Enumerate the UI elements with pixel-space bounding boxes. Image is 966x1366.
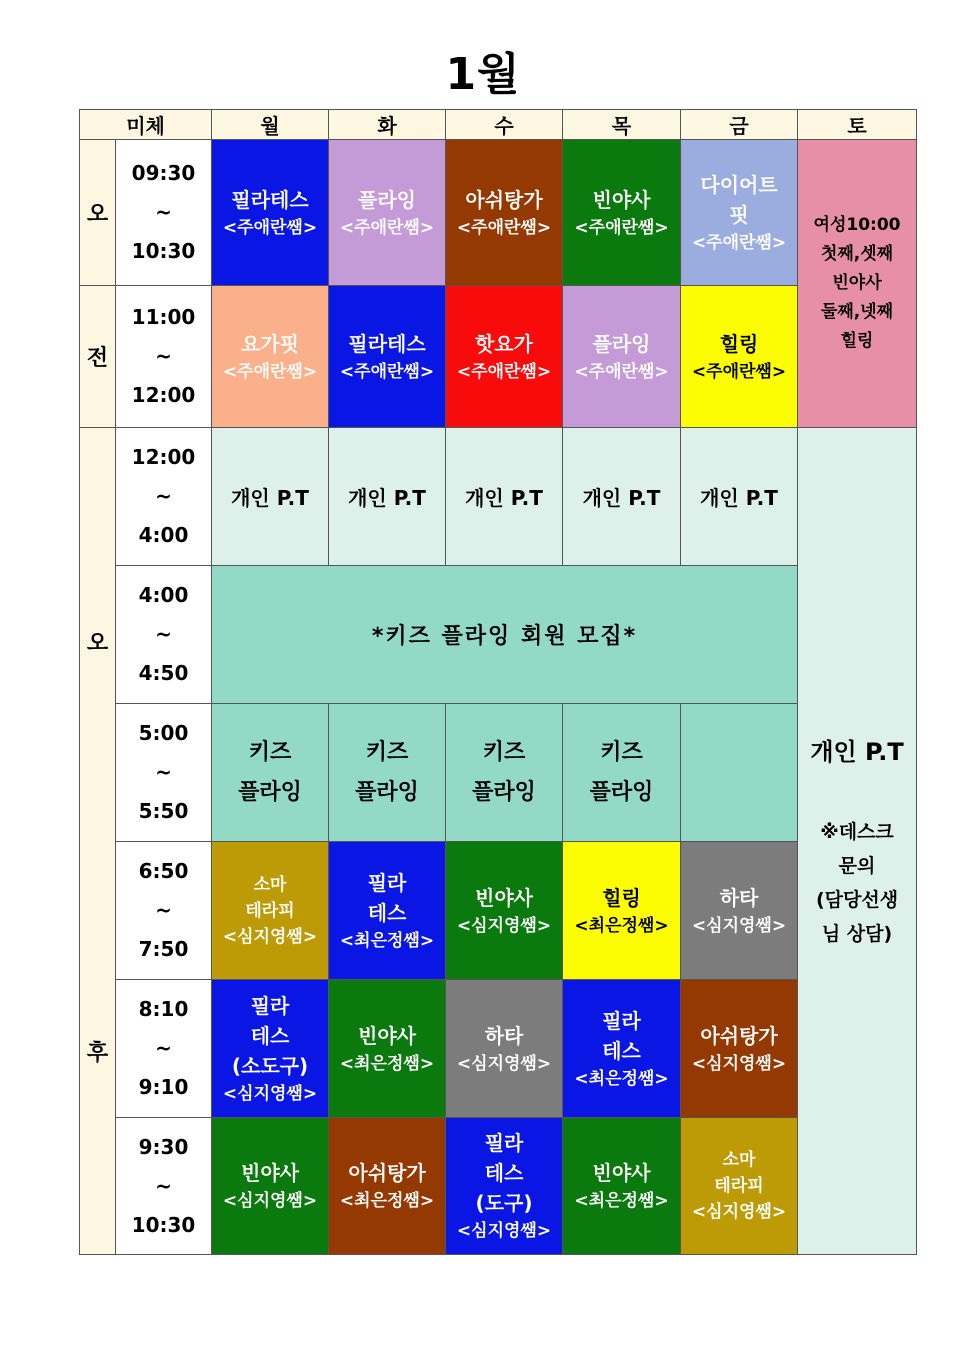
class-cell[interactable] <box>446 1118 563 1255</box>
time-end: 5:50 <box>138 799 189 823</box>
class-name: 핫요가 <box>475 331 533 356</box>
class-name: 하타 <box>484 1023 524 1048</box>
time-start: 6:50 <box>138 859 189 883</box>
class-name: 테스 <box>367 900 407 925</box>
time-sep: ~ <box>155 622 172 646</box>
personal-pt-cell[interactable]: 개인 P.T <box>329 428 446 566</box>
class-teacher: <심지영쌤> <box>222 1191 318 1211</box>
class-name: 핏 <box>729 202 749 227</box>
class-name: 힐링 <box>719 331 759 356</box>
class-teacher: <심지영쌤> <box>222 926 318 947</box>
saturday-pt-title: 개인 P.T <box>810 737 904 766</box>
time-sep: ~ <box>155 760 172 784</box>
saturday-note-line: ※데스크 <box>820 820 894 843</box>
class-teacher: <주애란쌤> <box>339 217 435 238</box>
saturday-note-line: 문의 <box>838 854 876 877</box>
class-cell[interactable] <box>329 286 446 428</box>
class-name: 필라 <box>484 1131 524 1155</box>
class-name: 테라피 <box>714 1176 764 1196</box>
saturday-note-line: 님 상담) <box>821 922 893 945</box>
class-teacher: <주애란쌤> <box>456 217 552 238</box>
time-end: 7:50 <box>138 937 189 961</box>
row-1100 <box>80 286 917 428</box>
time-start: 4:00 <box>138 583 189 607</box>
row-0810 <box>80 980 917 1118</box>
class-name: 아쉬탕가 <box>348 1161 426 1185</box>
class-name: 빈야사 <box>592 1161 651 1185</box>
saturday-morning-line: 힐링 <box>840 331 874 351</box>
header-day-wed: 수 <box>446 110 563 140</box>
time-sep: ~ <box>155 344 172 368</box>
time-sep: ~ <box>155 484 172 508</box>
saturday-note-line: (담당선생 <box>815 888 899 911</box>
class-cell[interactable] <box>446 140 563 286</box>
time-start: 9:30 <box>138 1134 189 1159</box>
header-day-sat: 토 <box>798 110 917 140</box>
class-name: 플라잉 <box>238 779 302 805</box>
class-cell[interactable] <box>212 286 329 428</box>
class-name: 키즈 <box>600 739 643 765</box>
class-name: 플라잉 <box>358 187 416 212</box>
period-am-2: 전 <box>80 286 116 428</box>
time-end: 10:30 <box>131 1212 196 1237</box>
header-day-fri: 금 <box>681 110 798 140</box>
saturday-morning-line: 빈야사 <box>832 273 882 293</box>
class-name: 키즈 <box>482 739 526 765</box>
class-cell[interactable] <box>329 1118 446 1255</box>
class-teacher: <주애란쌤> <box>574 361 669 382</box>
class-teacher: <주애란쌤> <box>574 217 669 238</box>
period-pm-2: 후 <box>86 1040 109 1066</box>
class-cell[interactable] <box>212 842 329 980</box>
class-name: 빈야사 <box>358 1023 416 1048</box>
class-teacher: <최은정쌤> <box>339 1191 435 1211</box>
class-name: 테스 <box>602 1038 641 1063</box>
class-name: 플라잉 <box>589 779 654 805</box>
class-cell[interactable] <box>329 842 446 980</box>
personal-pt-cell[interactable]: 개인 P.T <box>446 428 563 566</box>
kids-flying-banner[interactable]: *키즈 플라잉 회원 모집* <box>212 566 798 704</box>
saturday-morning-cell[interactable] <box>798 140 917 428</box>
class-name: 필라테스 <box>348 331 426 356</box>
time-start: 5:00 <box>138 721 189 745</box>
period-pm <box>80 428 116 1255</box>
row-0650 <box>80 842 917 980</box>
class-cell[interactable] <box>681 140 798 286</box>
class-cell[interactable] <box>563 140 681 286</box>
class-name: (소도구) <box>231 1053 309 1078</box>
class-name: 힐링 <box>602 885 641 910</box>
time-sep: ~ <box>155 200 172 224</box>
class-name: 필라 <box>602 1008 641 1033</box>
class-cell[interactable] <box>681 1118 798 1255</box>
class-name: 빈야사 <box>241 1161 299 1185</box>
class-name: 플라잉 <box>592 331 651 356</box>
class-teacher: <심지영쌤> <box>456 915 552 936</box>
class-teacher: <최은정쌤> <box>574 915 669 936</box>
row-1200 <box>80 428 917 566</box>
class-teacher: <주애란쌤> <box>691 232 787 253</box>
time-sep: ~ <box>155 1036 172 1060</box>
class-cell[interactable] <box>563 980 681 1118</box>
time-start: 11:00 <box>131 305 196 329</box>
saturday-afternoon-cell[interactable] <box>798 428 917 1255</box>
row-0400 <box>80 566 917 704</box>
saturday-morning-line: 첫째,셋째 <box>820 244 894 264</box>
header-row <box>80 110 917 140</box>
class-teacher: <주애란쌤> <box>691 361 787 382</box>
class-name: 아쉬탕가 <box>700 1023 778 1048</box>
class-name: 소마 <box>253 874 287 895</box>
class-cell[interactable] <box>681 842 798 980</box>
kids-flying-cell[interactable] <box>212 704 329 842</box>
time-start: 09:30 <box>131 161 196 185</box>
time-slot-8 <box>116 1118 212 1255</box>
class-cell[interactable] <box>446 286 563 428</box>
class-cell[interactable] <box>681 286 798 428</box>
time-start: 8:10 <box>138 997 189 1021</box>
class-cell[interactable] <box>212 980 329 1118</box>
class-name: 아쉬탕가 <box>465 187 543 212</box>
class-name: 다이어트 <box>700 172 778 197</box>
class-teacher: <심지영쌤> <box>691 1202 787 1222</box>
time-end: 4:00 <box>138 523 189 547</box>
kids-flying-cell[interactable] <box>563 704 681 842</box>
class-cell[interactable] <box>563 1118 681 1255</box>
class-name: 테라피 <box>245 900 295 921</box>
row-0500 <box>80 704 917 842</box>
class-cell[interactable] <box>446 842 563 980</box>
period-pm-1: 오 <box>86 630 109 656</box>
class-teacher: <심지영쌤> <box>691 1053 787 1074</box>
class-name: 키즈 <box>248 739 292 765</box>
class-cell[interactable] <box>563 842 681 980</box>
class-teacher: <주애란쌤> <box>456 361 552 382</box>
class-teacher: <심지영쌤> <box>222 1083 318 1104</box>
class-teacher: <심지영쌤> <box>456 1221 552 1241</box>
time-slot-4 <box>116 566 212 704</box>
kids-flying-cell[interactable] <box>446 704 563 842</box>
class-name: 키즈 <box>365 739 409 765</box>
personal-pt-cell[interactable]: 개인 P.T <box>212 428 329 566</box>
time-slot-3 <box>116 428 212 566</box>
personal-pt-cell[interactable]: 개인 P.T <box>563 428 681 566</box>
class-name: 필라 <box>367 870 407 895</box>
header-corner: 미체 <box>80 110 212 140</box>
class-name: 하타 <box>719 885 759 910</box>
time-end: 10:30 <box>131 239 196 263</box>
class-teacher: <최은정쌤> <box>574 1191 669 1211</box>
time-sep: ~ <box>155 898 172 922</box>
schedule-table <box>79 109 917 1255</box>
class-name: 테스 <box>250 1023 290 1048</box>
class-teacher: <주애란쌤> <box>339 361 435 382</box>
class-teacher: <주애란쌤> <box>222 217 318 238</box>
class-name: 필라테스 <box>231 187 309 212</box>
class-name: 빈야사 <box>592 187 651 212</box>
page-title: 1월 <box>445 49 521 100</box>
time-slot-5 <box>116 704 212 842</box>
class-name: 플라잉 <box>355 779 419 805</box>
class-teacher: <최은정쌤> <box>574 1068 669 1089</box>
time-slot-6 <box>116 842 212 980</box>
class-name: 플라잉 <box>472 779 536 805</box>
class-name: 소마 <box>722 1150 756 1170</box>
class-teacher: <심지영쌤> <box>456 1053 552 1074</box>
time-slot-2 <box>116 286 212 428</box>
header-day-mon: 월 <box>212 110 329 140</box>
time-start: 12:00 <box>131 445 196 469</box>
class-cell[interactable] <box>681 980 798 1118</box>
class-name: 요가핏 <box>241 331 299 356</box>
time-sep: ~ <box>155 1173 172 1198</box>
saturday-morning-line: 둘째,넷째 <box>820 302 894 322</box>
class-teacher: <심지영쌤> <box>691 915 787 936</box>
class-cell[interactable] <box>446 980 563 1118</box>
class-name: 빈야사 <box>475 885 533 910</box>
time-slot-1 <box>116 140 212 286</box>
class-cell[interactable] <box>212 1118 329 1255</box>
class-cell[interactable] <box>329 980 446 1118</box>
time-end: 4:50 <box>138 661 189 685</box>
header-day-thu: 목 <box>563 110 681 140</box>
class-cell[interactable] <box>563 286 681 428</box>
time-slot-7 <box>116 980 212 1118</box>
saturday-morning-line: 여성10:00 <box>813 215 901 235</box>
class-name: (도구) <box>475 1191 533 1215</box>
row-0930 <box>80 140 917 286</box>
class-name: 필라 <box>250 993 290 1018</box>
kids-flying-cell[interactable] <box>329 704 446 842</box>
class-cell[interactable] <box>329 140 446 286</box>
class-teacher: <최은정쌤> <box>339 1053 435 1074</box>
empty-cell <box>681 704 798 842</box>
class-teacher: <주애란쌤> <box>222 361 318 382</box>
time-end: 12:00 <box>131 383 196 407</box>
class-cell[interactable] <box>212 140 329 286</box>
personal-pt-cell[interactable]: 개인 P.T <box>681 428 798 566</box>
class-teacher: <최은정쌤> <box>339 930 435 951</box>
row-0930-pm <box>80 1118 917 1255</box>
time-end: 9:10 <box>138 1075 189 1099</box>
class-name: 테스 <box>484 1161 524 1185</box>
period-am-1: 오 <box>80 140 116 286</box>
header-day-tue: 화 <box>329 110 446 140</box>
